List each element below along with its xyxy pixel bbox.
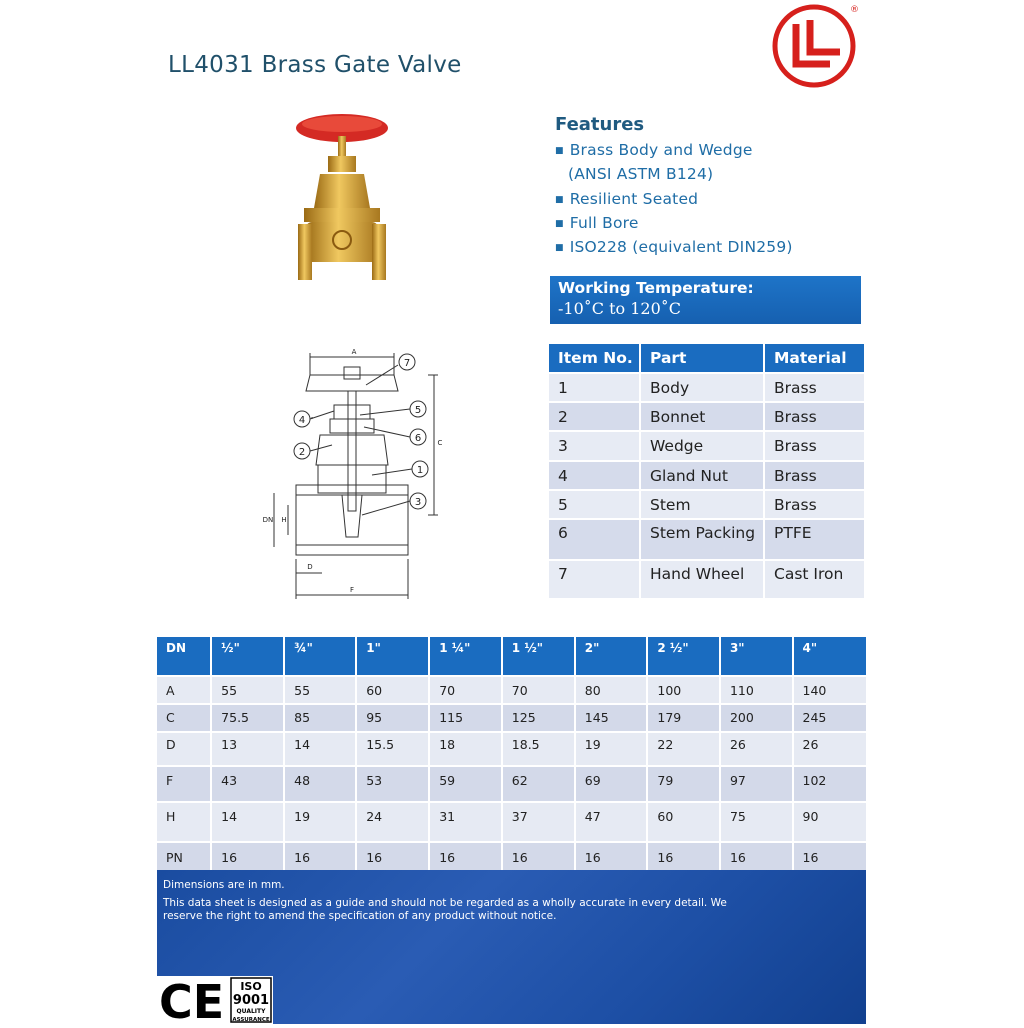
footer-panel: [157, 870, 866, 1024]
dim-h: H: [281, 516, 287, 524]
parts-material-cell: Brass: [764, 461, 864, 490]
dimension-cell: 13: [211, 732, 284, 766]
page-title: LL4031 Brass Gate Valve: [168, 52, 462, 78]
parts-part-cell: Wedge: [640, 431, 764, 461]
callout-6: 6: [414, 433, 422, 444]
dimension-cell: 24: [356, 802, 429, 842]
technical-drawing: [262, 345, 442, 603]
dimension-cell: 100: [647, 676, 720, 704]
dimension-cell: 69: [575, 766, 648, 802]
dimension-cell: 26: [720, 732, 793, 766]
dimension-header: 1 ¼": [429, 637, 502, 676]
dimension-row-label: A: [157, 676, 211, 704]
company-logo: [770, 2, 860, 92]
dimension-cell: 47: [575, 802, 648, 842]
dimension-cell: 79: [647, 766, 720, 802]
dimension-row: [157, 732, 866, 766]
dimension-cell: 16: [211, 842, 284, 871]
parts-part-cell: Gland Nut: [640, 461, 764, 490]
dimension-cell: 145: [575, 704, 648, 732]
dimension-header: ¾": [284, 637, 356, 676]
parts-part-cell: Stem: [640, 490, 764, 519]
dimension-cell: 19: [284, 802, 356, 842]
bullet: ■: [555, 219, 564, 229]
dimension-cell: 26: [793, 732, 866, 766]
parts-item-cell: 2: [549, 402, 640, 431]
dim-f: F: [349, 586, 355, 594]
dimension-cell: 95: [356, 704, 429, 732]
dimension-cell: 48: [284, 766, 356, 802]
dimension-header: DN: [157, 637, 211, 676]
certification-badges: [157, 976, 273, 1024]
parts-item-cell: 3: [549, 431, 640, 461]
parts-header-item: Item No.: [549, 344, 640, 373]
dimension-cell: 16: [720, 842, 793, 871]
parts-part-cell: Bonnet: [640, 402, 764, 431]
parts-item-cell: 5: [549, 490, 640, 519]
dimension-cell: 16: [429, 842, 502, 871]
iso-label: ISO: [240, 980, 262, 993]
registered-mark: ®: [850, 5, 859, 15]
parts-part-cell: Hand Wheel: [640, 560, 764, 598]
dimension-cell: 60: [356, 676, 429, 704]
callout-5: 5: [414, 405, 422, 416]
quality-label: QUALITY: [236, 1008, 266, 1015]
parts-row: [549, 560, 864, 598]
bullet: ■: [555, 146, 564, 156]
parts-row: [549, 461, 864, 490]
parts-item-cell: 7: [549, 560, 640, 598]
dimension-cell: 110: [720, 676, 793, 704]
parts-row: [549, 402, 864, 431]
iso-number: 9001: [232, 993, 270, 1008]
working-temperature-label: Working Temperature:: [558, 279, 754, 297]
dimension-row: [157, 842, 866, 871]
working-temperature-value: -10˚C to 120˚C: [558, 299, 682, 318]
feature-item: ■ ISO228 (equivalent DIN259): [555, 238, 793, 256]
dimension-cell: 200: [720, 704, 793, 732]
working-temperature-box: [550, 276, 861, 324]
parts-material-cell: Brass: [764, 490, 864, 519]
parts-header-part: Part: [640, 344, 764, 373]
dimension-cell: 75: [720, 802, 793, 842]
callout-1: 1: [416, 465, 424, 476]
assurance-label: ASSURANCE: [232, 1017, 270, 1023]
dim-dn: DN: [262, 516, 274, 524]
dimension-cell: 80: [575, 676, 648, 704]
parts-row: [549, 431, 864, 461]
feature-item-continued: (ANSI ASTM B124): [568, 165, 714, 183]
feature-item: ■ Brass Body and Wedge: [555, 141, 753, 159]
dimension-cell: 14: [284, 732, 356, 766]
parts-part-cell: Body: [640, 373, 764, 402]
dimension-row: [157, 766, 866, 802]
dimension-header: 2 ½": [647, 637, 720, 676]
dimension-row-label: D: [157, 732, 211, 766]
dimension-cell: 59: [429, 766, 502, 802]
dimension-cell: 70: [502, 676, 575, 704]
dimension-cell: 16: [793, 842, 866, 871]
dimension-cell: 16: [284, 842, 356, 871]
dimension-cell: 22: [647, 732, 720, 766]
parts-item-cell: 6: [549, 519, 640, 560]
dimension-header: ½": [211, 637, 284, 676]
dimension-cell: 245: [793, 704, 866, 732]
callout-2: 2: [298, 447, 306, 458]
feature-item: ■ Full Bore: [555, 214, 639, 232]
parts-header-material: Material: [764, 344, 864, 373]
dimension-header: 4": [793, 637, 866, 676]
dimension-cell: 18.5: [502, 732, 575, 766]
dimension-row-label: PN: [157, 842, 211, 871]
dimension-cell: 16: [647, 842, 720, 871]
parts-row: [549, 490, 864, 519]
dimension-cell: 62: [502, 766, 575, 802]
dimension-header: 1": [356, 637, 429, 676]
dimension-cell: 179: [647, 704, 720, 732]
dim-a: A: [351, 348, 357, 356]
parts-material-cell: Brass: [764, 402, 864, 431]
dimension-cell: 18: [429, 732, 502, 766]
dimension-header: 3": [720, 637, 793, 676]
dim-c: C: [437, 439, 442, 447]
dimension-row: [157, 802, 866, 842]
ce-mark: CE: [159, 976, 225, 1024]
dimension-cell: 102: [793, 766, 866, 802]
parts-part-cell: Stem Packing: [640, 519, 764, 560]
dimension-cell: 90: [793, 802, 866, 842]
bullet: ■: [555, 195, 564, 205]
parts-material-cell: Cast Iron: [764, 560, 864, 598]
dimension-cell: 85: [284, 704, 356, 732]
units-note: Dimensions are in mm.: [163, 879, 285, 891]
parts-item-cell: 4: [549, 461, 640, 490]
dimension-cell: 97: [720, 766, 793, 802]
parts-material-cell: Brass: [764, 373, 864, 402]
dimension-cell: 53: [356, 766, 429, 802]
dim-d: D: [307, 563, 313, 571]
dimension-cell: 37: [502, 802, 575, 842]
dimension-cell: 16: [356, 842, 429, 871]
dimension-cell: 75.5: [211, 704, 284, 732]
bullet: ■: [555, 243, 564, 253]
parts-row: [549, 373, 864, 402]
valve-photo: [292, 110, 392, 290]
parts-row: [549, 519, 864, 560]
dimension-row-label: F: [157, 766, 211, 802]
parts-material-cell: PTFE: [764, 519, 864, 560]
callout-3: 3: [414, 497, 422, 508]
dimension-header: 2": [575, 637, 648, 676]
dimension-row: [157, 676, 866, 704]
dimension-cell: 15.5: [356, 732, 429, 766]
parts-table: [549, 344, 864, 598]
dimension-row: [157, 704, 866, 732]
dimension-header: 1 ½": [502, 637, 575, 676]
dimension-row-label: C: [157, 704, 211, 732]
dimension-cell: 60: [647, 802, 720, 842]
features-heading: Features: [555, 114, 645, 135]
callout-4: 4: [298, 415, 306, 426]
parts-material-cell: Brass: [764, 431, 864, 461]
disclaimer-note: This data sheet is designed as a guide and should not be regarded as a wholly accurate in every detail. We reserve the right to amend the specification of any product without notice.: [163, 897, 727, 922]
dimension-cell: 31: [429, 802, 502, 842]
dimension-cell: 16: [502, 842, 575, 871]
callout-7: 7: [403, 358, 411, 369]
dimension-cell: 55: [284, 676, 356, 704]
dimension-cell: 19: [575, 732, 648, 766]
dimension-cell: 43: [211, 766, 284, 802]
dimension-row-label: H: [157, 802, 211, 842]
dimension-cell: 55: [211, 676, 284, 704]
dimension-table: [157, 637, 866, 871]
dimension-cell: 16: [575, 842, 648, 871]
dimension-cell: 70: [429, 676, 502, 704]
dimension-cell: 125: [502, 704, 575, 732]
dimension-cell: 140: [793, 676, 866, 704]
feature-item: ■ Resilient Seated: [555, 190, 699, 208]
dimension-cell: 14: [211, 802, 284, 842]
dimension-cell: 115: [429, 704, 502, 732]
parts-item-cell: 1: [549, 373, 640, 402]
